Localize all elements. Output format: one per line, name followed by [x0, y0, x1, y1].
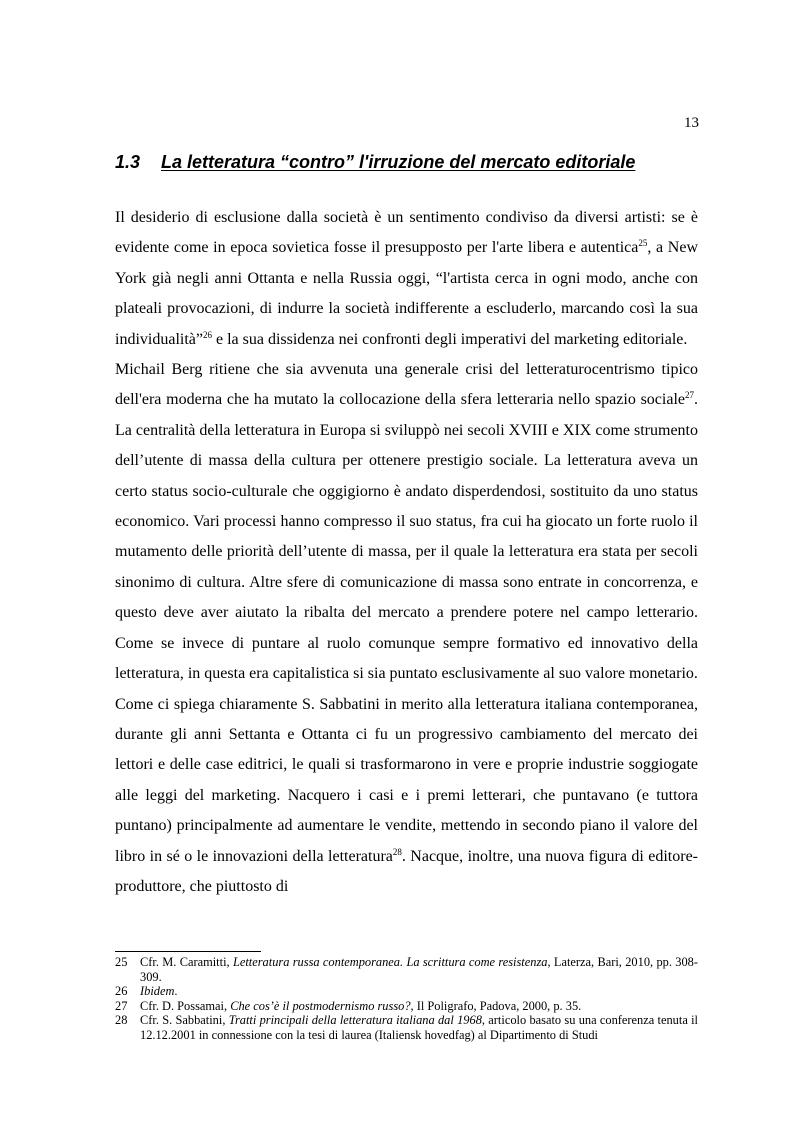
- footnote-reference: 28: [392, 846, 402, 857]
- footnote-title: Tratti principali della letteratura italiana dal 1968: [228, 1013, 482, 1027]
- paragraph-text: Michail Berg ritiene che sia avvenuta una generale crisi del letteraturocentrismo tipico dell'era moderna che ha mutato la collocazione della sfera letteraria nello spazio sociale: [115, 361, 698, 409]
- paragraph: [115, 355, 698, 689]
- footnote-number: 27: [115, 998, 128, 1013]
- paragraph: [115, 203, 698, 355]
- section-number: 1.3: [115, 152, 141, 172]
- paragraph-text: Il desiderio di esclusione dalla società è un sentimento condiviso da diversi artisti: se è evidente come in epoca sovietica fosse il presupposto per l'arte libera e autentica: [115, 209, 698, 257]
- footnote-number: 25: [115, 955, 128, 969]
- footnote-segment: Cfr. S. Sabbatini,: [140, 1013, 229, 1027]
- footnote-title: Letteratura russa contemporanea. La scrittura come resistenza: [232, 955, 548, 969]
- paragraph-text: . La centralità della letteratura in Europa si sviluppò nei secoli XVIII e XIX come strumento dell’utente di massa della cultura per ottenere prestigio sociale. La letteratura aveva un certo status socio-culturale che oggigiorno è andato disperdendosi, sostituito da uno status economico. Vari processi hanno compresso il suo status, fra cui ha giocato un forte ruolo il mutamento delle priorità dell’utente di massa, per il quale la letteratura era stata per secoli sinonimo di cultura. Altre sfere di comunicazione di massa sono entrate in concorrenza, e questo deve aver aiutato la ribalta del mercato a prendere potere nel campo letterario. Come se invece di puntare al ruolo comunque sempre formativo ed innovativo della letteratura, in questa era capitalistica si sia puntato esclusivamente al suo valore monetario.: [115, 391, 698, 683]
- footnote: [115, 984, 698, 999]
- footnote-text: [140, 955, 698, 984]
- footnote-reference: 25: [638, 238, 648, 249]
- page-number: 13: [684, 115, 699, 131]
- paragraph-text: e la sua dissidenza nei confronti degli imperativi del marketing editoriale.: [211, 330, 688, 348]
- footnote-number: 26: [115, 984, 128, 998]
- footnote-text: [140, 1013, 698, 1042]
- body-text: [115, 203, 698, 902]
- section-heading: [115, 150, 695, 174]
- footnote-segment: , Il Poligrafo, Padova, 2000, p. 35.: [410, 998, 582, 1013]
- footnote-number: 28: [115, 1013, 128, 1027]
- footnote-text: [140, 999, 698, 1014]
- footnote-reference: 26: [202, 329, 212, 340]
- footnote-separator: [115, 951, 261, 952]
- footnote-reference: 27: [685, 390, 694, 401]
- footnote: [115, 955, 698, 984]
- paragraph: [115, 690, 698, 903]
- section-title: La letteratura “contro” l'irruzione del mercato editoriale: [161, 152, 636, 172]
- footnote-segment: Cfr. D. Possamai,: [140, 998, 231, 1013]
- footnote: [115, 1013, 698, 1042]
- paragraph-text: Come ci spiega chiaramente S. Sabbatini in merito alla letteratura italiana contemporanea, durante gli anni Settanta e Ottanta ci fu un progressivo cambiamento del mercato dei lettori e delle case editrici, le quali si trasformarono in vere e proprie industrie soggiogate alle leggi del marketing. Nacquero i casi e i premi letterari, che puntavano (e tuttora puntano) principalmente ad aumentare le vendite, mettendo in secondo piano il valore del libro in sé o le innovazioni della letteratura: [115, 695, 698, 865]
- footnote-segment: , articolo basato su una conferenza tenuta il 12.12.2001 in connessione con la tesi di laurea (Italiensk hovedfag) al Dipartimento di Studi: [140, 1013, 698, 1042]
- footnote-segment: Cfr. M. Caramitti,: [140, 955, 233, 969]
- footnote-text: [140, 984, 698, 999]
- footnote-title: Ibidem: [140, 984, 175, 998]
- footnote-segment: , Laterza, Bari, 2010, pp. 308-309.: [140, 955, 698, 984]
- footnote-title: Che cos’è il postmodernismo russo?: [230, 998, 411, 1013]
- paragraph-text: . Nacque, inoltre, una nuova figura di editore-produttore, che piuttosto di: [115, 847, 698, 895]
- footnotes: [115, 955, 698, 1045]
- paragraph-text: , a New York già negli anni Ottanta e nella Russia oggi, “l'artista cerca in ogni modo, anche con plateali provocazioni, di indurre la società indifferente a escluderlo, marcando così la sua individualità”: [115, 239, 699, 348]
- footnote: [115, 999, 698, 1014]
- footnote-segment: .: [174, 984, 178, 998]
